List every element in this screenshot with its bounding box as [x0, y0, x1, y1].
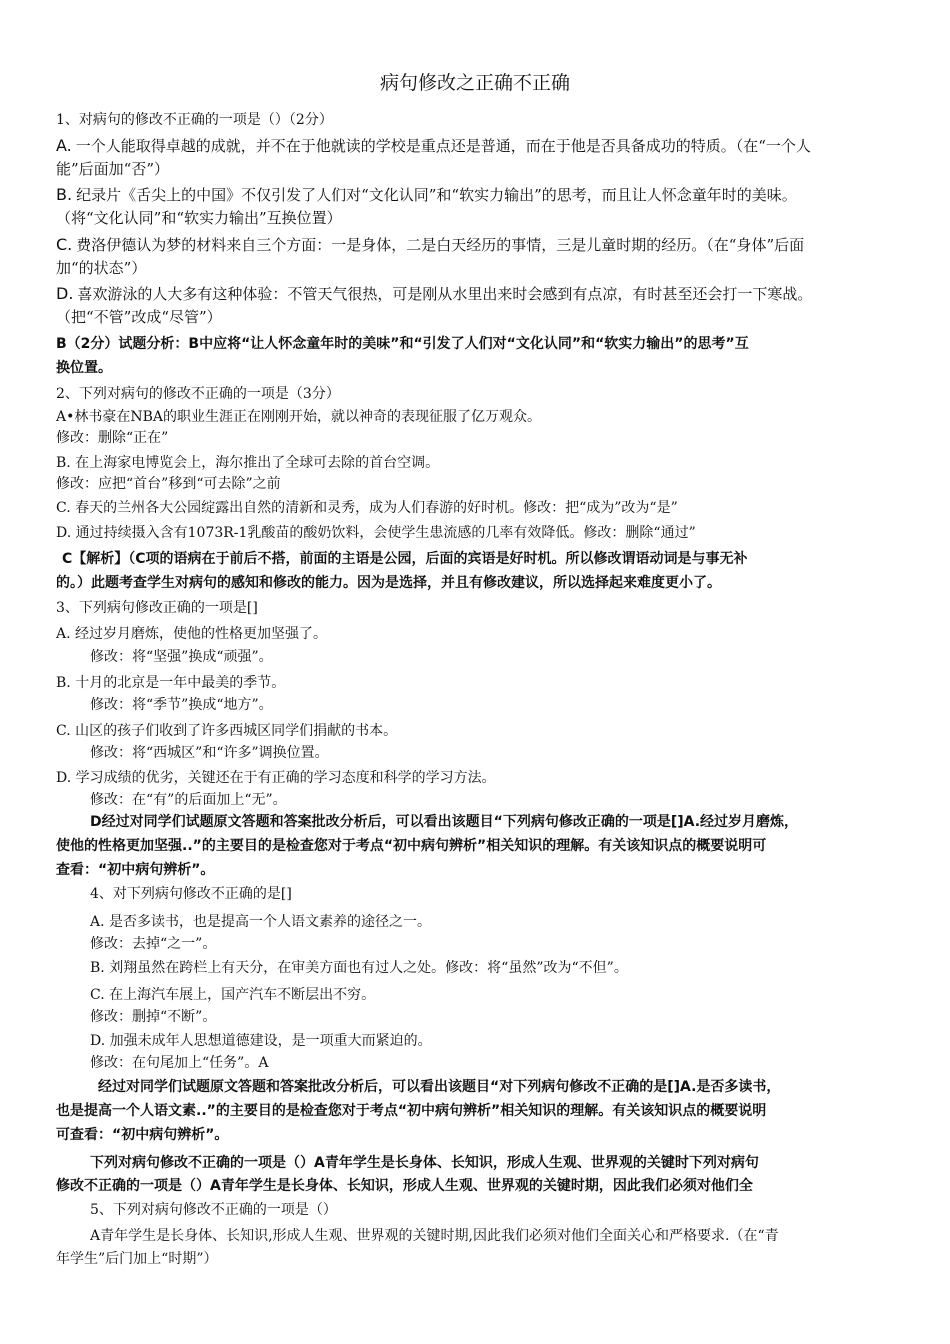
q1-option-b-line2: （将“文化认同”和“软实力输出”互换位置）	[56, 209, 342, 227]
question-5-stem: 5、下列对病句修改不正确的一项是（）	[90, 1202, 337, 1218]
q3-option-c-fix: 修改：将“西城区”和“许多”调换位置。	[90, 745, 329, 761]
q1-option-d-text: 喜欢游泳的人大多有这种体验：不管天气很热，可是刚从水里出来时会感到有点凉，有时甚至还会打一下寒战。	[77, 285, 813, 303]
q1-option-d-line1	[56, 284, 812, 304]
q1-answer-line2: 换位置。	[56, 360, 112, 376]
q1-option-a-label: A.	[56, 136, 72, 155]
q4-option-c: C. 在上海汽车展上，国产汽车不断层出不穷。	[90, 987, 376, 1003]
q4-answer-line3: 可查看：“初中病句辨析”。	[56, 1127, 229, 1143]
q2-option-b: B. 在上海家电博览会上，海尔推出了全球可去除的首台空调。	[56, 455, 440, 471]
q3-option-d: D. 学习成绩的优劣，关键还在于有正确的学习态度和科学的学习方法。	[56, 770, 496, 786]
q4-extra-line2: 修改不正确的一项是（）A青年学生是长身体、长知识，形成人生观、世界观的关键时期，因此我们必须对他们全	[56, 1178, 753, 1194]
q5-option-a-line2: 年学生”后门加上“时期”）	[56, 1251, 218, 1267]
q1-option-a-line2: 能”后面加“否”）	[56, 160, 170, 178]
q4-answer-line2: 也是提高一个人语文素..”的主要目的是检查您对于考点“初中病句辨析”相关知识的理解。有关该知识点的概要说明	[56, 1103, 767, 1119]
q5-option-a-line1: A青年学生是长身体、长知识,形成人生观、世界观的关键时期,因此我们必须对他们全面关心和严格要求.（在“青	[90, 1228, 779, 1244]
q3-option-d-fix: 修改：在“有”的后面加上“无”。	[90, 792, 287, 808]
q1-option-b-line1	[56, 185, 797, 205]
q3-option-b: B. 十月的北京是一年中最美的季节。	[56, 675, 286, 691]
q1-option-d-line2: （把“不管”改成“尽管”）	[56, 308, 222, 326]
q1-option-b-label: B.	[56, 185, 73, 204]
q3-option-a: A. 经过岁月磨炼，使他的性格更加坚强了。	[56, 626, 328, 642]
q2-option-d: D. 通过持续摄入含有1073R-1乳酸苗的酸奶饮料，会使学生患流感的几率有效降低。修改：删除“通过”	[56, 525, 696, 541]
q2-answer-line1: C【解析】（C项的语病在于前后不搭，前面的主语是公园，后面的宾语是好时机。所以修改谓语动词是与事无补	[62, 551, 748, 567]
q4-option-a: A. 是否多读书，也是提高一个人语文素养的途径之一。	[90, 914, 432, 930]
q2-option-b-fix: 修改：应把“首台”移到“可去除”之前	[56, 476, 281, 492]
q1-option-d-label: D.	[56, 284, 74, 303]
q4-option-d: D. 加强未成年人思想道德建设，是一项重大而紧迫的。	[90, 1033, 432, 1049]
q1-option-c-label: C.	[56, 235, 73, 254]
q4-answer-line1: 经过对同学们试题原文答题和答案批改分析后，可以看出该题目“对下列病句修改不正确的是[]A.是否多读书，	[98, 1079, 781, 1095]
q2-option-a: A•林书豪在NBA的职业生涯正在刚刚开始，就以神奇的表现征服了亿万观众。	[56, 409, 542, 425]
q3-answer-line1: D经过对同学们试题原文答题和答案批改分析后，可以看出该题目“下列病句修改正确的一项是[]A.经过岁月磨炼，	[90, 814, 799, 830]
q3-option-a-fix: 修改：将“坚强”换成“顽强”。	[90, 649, 273, 665]
q3-answer-line3: 查看：“初中病句辨析”。	[56, 862, 215, 878]
page-title: 病句修改之正确不正确	[379, 72, 570, 94]
q4-option-c-fix: 修改：删掉“不断”。	[90, 1009, 217, 1025]
q1-option-a-text: 一个人能取得卓越的成就，并不在于他就读的学校是重点还是普通，而在于他是否具备成功的特质。（在“一个人	[75, 137, 811, 155]
q1-option-a-line1	[56, 136, 811, 156]
q3-answer-line2: 使他的性格更加坚强..”的主要目的是检查您对于考点“初中病句辨析”相关知识的理解。有关该知识点的概要说明可	[56, 838, 767, 854]
q4-extra-line1: 下列对病句修改不正确的一项是（）A青年学生是长身体、长知识，形成人生观、世界观的关键时下列对病句	[90, 1155, 759, 1171]
question-3-stem: 3、下列病句修改正确的一项是[]	[56, 600, 258, 616]
q4-option-d-fix: 修改：在句尾加上“任务”。A	[90, 1055, 269, 1071]
q2-answer-line2: 的。）此题考查学生对病句的感知和修改的能力。因为是选择，并且有修改建议，所以选择起来难度更小了。	[56, 575, 721, 591]
q1-option-c-line1	[56, 235, 804, 255]
q1-option-c-line2: 加“的状态”）	[56, 259, 147, 277]
q3-option-b-fix: 修改：将“季节”换成“地方”。	[90, 697, 273, 713]
question-2-stem: 2、下列对病句的修改不正确的一项是（3分）	[56, 386, 340, 402]
q1-option-c-text: 费洛伊德认为梦的材料来自三个方面：一是身体，二是白天经历的事情，三是儿童时期的经历。（在“身体”后面	[76, 236, 805, 254]
q1-option-b-text: 纪录片《舌尖上的中国》不仅引发了人们对“文化认同”和“软实力输出”的思考，而且让人怀念童年时的美味。	[76, 186, 797, 204]
q1-answer-line1: B（2分）试题分析：B中应将“让人怀念童年时的美味”和“引发了人们对“文化认同”和“软实力输出”的思考”互	[56, 336, 749, 352]
q3-option-c: C. 山区的孩子们收到了许多西城区同学们捐献的书本。	[56, 723, 398, 739]
q4-option-b: B. 刘翔虽然在跨栏上有天分，在审美方面也有过人之处。修改：将“虽然”改为“不但”。	[90, 960, 628, 976]
q2-option-c: C. 春天的兰州各大公园绽露出自然的清新和灵秀，成为人们春游的好时机。修改：把“成为”改为“是”	[56, 500, 678, 516]
question-4-stem: 4、对下列病句修改不正确的是[]	[90, 886, 292, 902]
question-1-stem: 1、对病句的修改不正确的一项是（）（2分）	[56, 112, 333, 128]
q4-option-a-fix: 修改：去掉“之一”。	[90, 936, 217, 952]
q2-option-a-fix: 修改：删除“正在”	[56, 430, 169, 446]
